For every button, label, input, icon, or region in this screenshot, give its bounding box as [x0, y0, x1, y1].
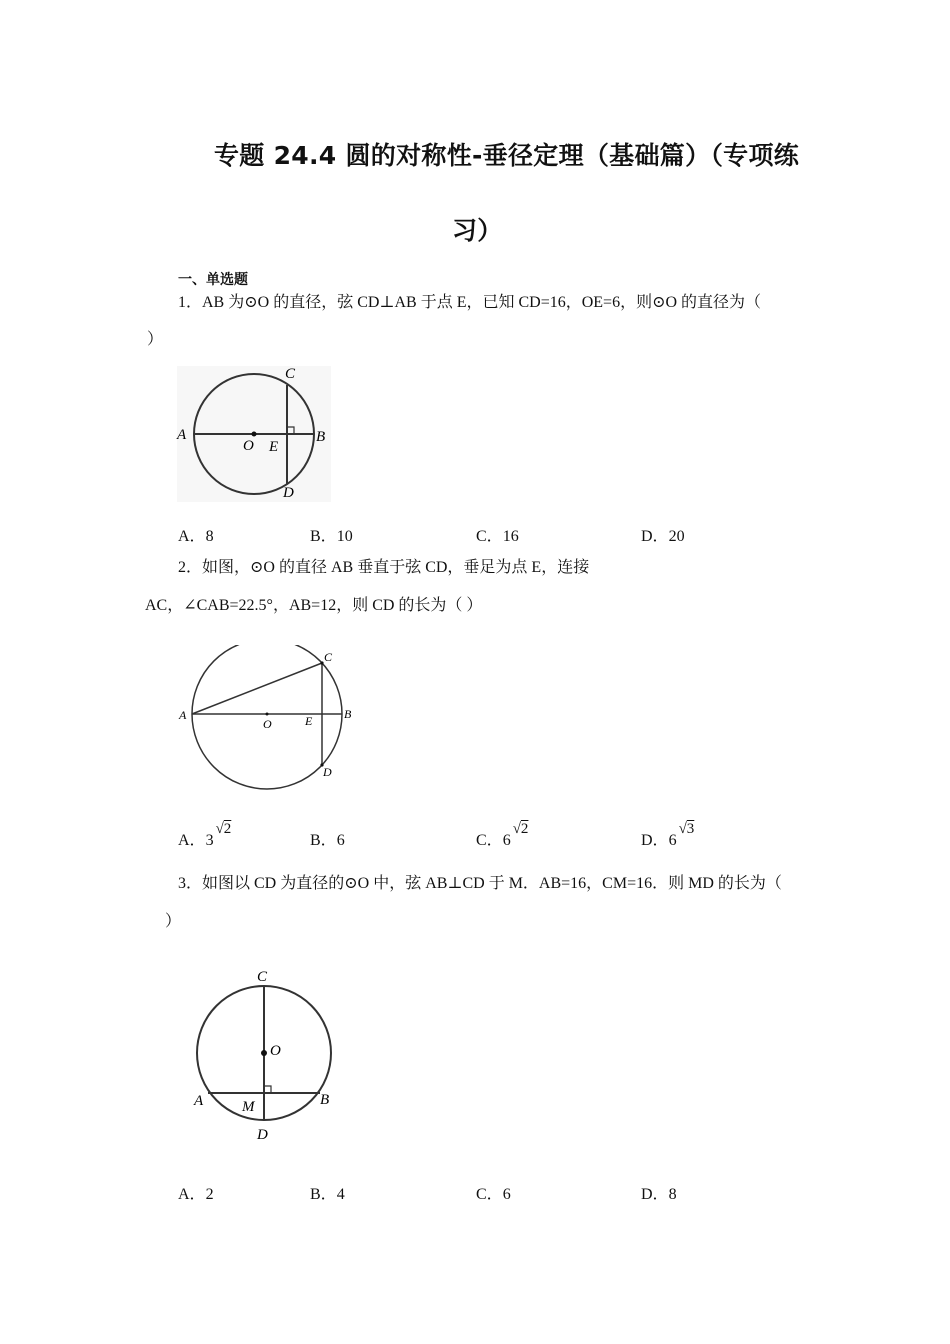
question-1-option-b[interactable] [310, 523, 353, 546]
question-2-figure [175, 645, 360, 795]
option-letter: C． [476, 1186, 503, 1203]
label-c: C [257, 969, 268, 985]
sqrt-symbol: √2 [215, 821, 232, 837]
question-3-option-c[interactable] [476, 1181, 511, 1204]
right-angle-mark [264, 1086, 271, 1093]
question-1-option-c[interactable] [476, 523, 519, 546]
center-point [261, 1050, 267, 1056]
option-value: 10 [336, 528, 353, 545]
option-value: 4 [336, 1186, 345, 1203]
sqrt-symbol: √3 [678, 821, 695, 837]
option-value: 16 [502, 528, 519, 545]
question-2-option-d[interactable] [641, 821, 695, 850]
label-a: A [177, 427, 187, 443]
option-letter: C． [476, 832, 503, 849]
option-value: 2 [205, 1186, 214, 1203]
option-value: 6 [336, 832, 345, 849]
label-o: O [270, 1043, 281, 1059]
question-3-option-b[interactable] [310, 1181, 345, 1204]
question-3-option-d[interactable] [641, 1181, 677, 1204]
option-letter: D． [641, 832, 669, 849]
question-2-option-c[interactable] [476, 821, 529, 850]
sqrt-symbol: √2 [512, 821, 529, 837]
sqrt-radicand: 2 [223, 821, 232, 837]
label-b: B [320, 1092, 330, 1108]
page-title-line2: 习） [452, 216, 503, 245]
question-2-option-a[interactable] [178, 821, 232, 850]
question-2-option-b[interactable] [310, 827, 345, 850]
option-value: 6 [668, 832, 677, 849]
option-letter: B． [310, 832, 337, 849]
section-heading: 一、单选题 [178, 272, 248, 288]
option-value: 8 [668, 1186, 677, 1203]
option-letter: B． [310, 1186, 337, 1203]
question-3-option-a[interactable] [178, 1181, 214, 1204]
option-value: 6 [502, 832, 511, 849]
center-point [266, 713, 269, 716]
option-value: 3 [205, 832, 214, 849]
question-3-text-cont: ） [165, 913, 182, 930]
sqrt-radicand: 3 [686, 821, 695, 837]
label-o: O [263, 717, 272, 731]
label-c: C [324, 650, 333, 664]
question-1-option-d[interactable] [641, 523, 685, 546]
label-a: A [179, 708, 187, 722]
question-3-text: 3．如图以 CD 为直径的⊙O 中，弦 AB⊥CD 于 M．AB=16，CM=16．则 MD 的长为（ [178, 875, 782, 892]
question-1-figure [175, 362, 333, 504]
option-letter: A． [178, 528, 206, 545]
segment-ac [192, 663, 322, 714]
option-letter: D． [641, 1186, 669, 1203]
option-letter: C． [476, 528, 503, 545]
label-b: B [344, 707, 352, 721]
question-1-option-a[interactable] [178, 523, 214, 546]
option-value: 6 [502, 1186, 511, 1203]
sqrt-radicand: 2 [520, 821, 529, 837]
question-2-text: 2．如图，⊙O 的直径 AB 垂直于弦 CD，垂足为点 E，连接 [178, 559, 590, 576]
label-e: E [305, 714, 313, 728]
option-value: 8 [205, 528, 214, 545]
label-b: B [316, 429, 326, 445]
label-d: D [257, 1127, 268, 1143]
question-2-text-cont: AC，∠CAB=22.5°，AB=12，则 CD 的长为（ ） [145, 597, 483, 614]
label-d: D [323, 765, 332, 779]
label-m: M [242, 1099, 255, 1115]
question-3-figure [188, 962, 338, 1147]
option-letter: A． [178, 1186, 206, 1203]
question-1-text: 1．AB 为⊙O 的直径，弦 CD⊥AB 于点 E，已知 CD=16，OE=6，则⊙O 的直径为（ [178, 294, 762, 311]
question-1-text-cont: ） [147, 331, 164, 348]
option-letter: A． [178, 832, 206, 849]
label-c: C [285, 366, 296, 382]
option-value: 20 [668, 528, 685, 545]
label-o: O [243, 438, 254, 454]
label-a: A [194, 1093, 204, 1109]
option-letter: D． [641, 528, 669, 545]
option-letter: B． [310, 528, 337, 545]
label-e: E [269, 439, 279, 455]
page-title-line1: 专题 24.4 圆的对称性-垂径定理（基础篇）（专项练 [214, 141, 800, 170]
center-point [252, 432, 257, 437]
label-d: D [283, 485, 294, 501]
